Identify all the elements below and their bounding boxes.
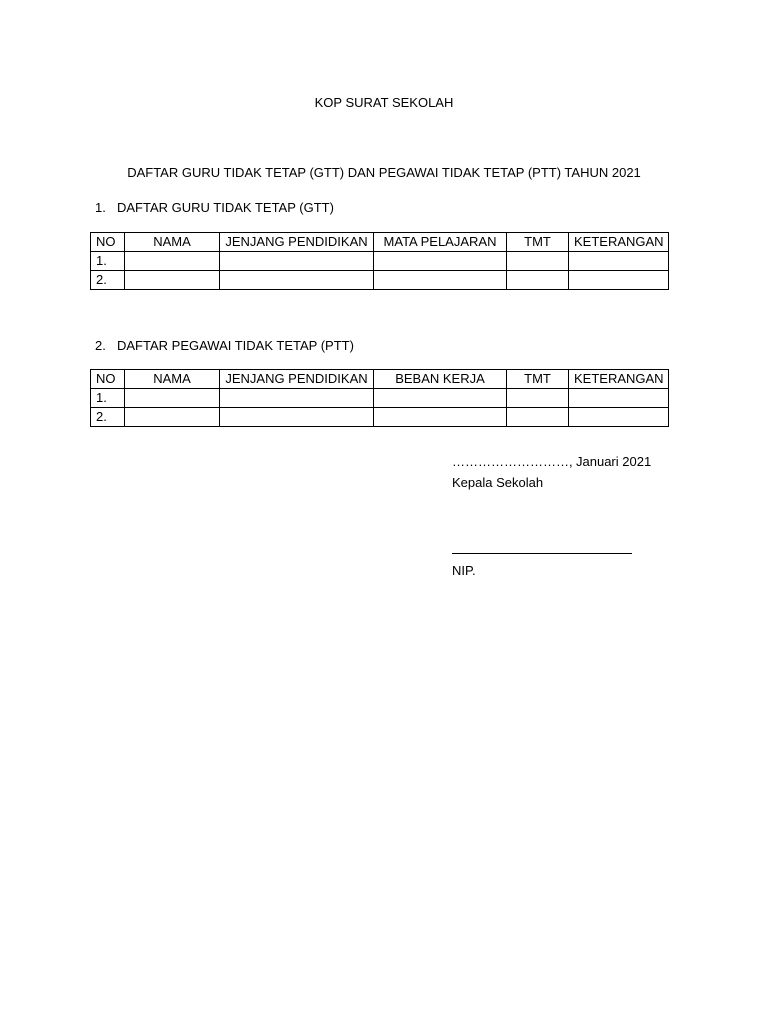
- column-header-nama: NAMA: [125, 233, 220, 252]
- cell-keterangan: [569, 252, 669, 271]
- table-row: [91, 389, 669, 408]
- cell-no: 2.: [91, 271, 125, 290]
- cell-mapel: [374, 271, 507, 290]
- column-header-keterangan: KETERANGAN: [569, 370, 669, 389]
- section1-title: DAFTAR GURU TIDAK TETAP (GTT): [117, 200, 334, 215]
- cell-beban: [374, 389, 507, 408]
- column-header-tmt: TMT: [507, 370, 569, 389]
- cell-tmt: [507, 389, 569, 408]
- cell-nama: [125, 389, 220, 408]
- cell-no: 1.: [91, 389, 125, 408]
- section2-title: DAFTAR PEGAWAI TIDAK TETAP (PTT): [117, 338, 354, 353]
- cell-keterangan: [569, 271, 669, 290]
- letterhead: KOP SURAT SEKOLAH: [314, 95, 454, 110]
- cell-tmt: [507, 408, 569, 427]
- signature-position: Kepala Sekolah: [452, 475, 544, 490]
- table-row: [91, 408, 669, 427]
- section2-heading: [95, 338, 354, 353]
- signature-line: [452, 553, 632, 554]
- document-title: DAFTAR GURU TIDAK TETAP (GTT) DAN PEGAWAI TIDAK TETAP (PTT) TAHUN 2021: [127, 165, 641, 180]
- cell-jenjang: [220, 271, 374, 290]
- table-header-row: [91, 370, 669, 389]
- column-header-no: NO: [91, 233, 125, 252]
- column-header-jenjang: JENJANG PENDIDIKAN: [220, 233, 374, 252]
- cell-jenjang: [220, 389, 374, 408]
- column-header-keterangan: KETERANGAN: [569, 233, 669, 252]
- cell-tmt: [507, 271, 569, 290]
- gtt-table: [90, 232, 669, 290]
- column-header-tmt: TMT: [507, 233, 569, 252]
- cell-keterangan: [569, 408, 669, 427]
- cell-no: 2.: [91, 408, 125, 427]
- column-header-no: NO: [91, 370, 125, 389]
- cell-jenjang: [220, 408, 374, 427]
- cell-beban: [374, 408, 507, 427]
- cell-no: 1.: [91, 252, 125, 271]
- signature-nip-label: NIP.: [452, 563, 476, 578]
- section1-heading: [95, 200, 334, 215]
- table-header-row: [91, 233, 669, 252]
- section2-number: 2.: [95, 338, 106, 353]
- signature-date: Januari 2021: [576, 454, 652, 469]
- cell-keterangan: [569, 389, 669, 408]
- column-header-nama: NAMA: [125, 370, 220, 389]
- column-header-mapel: MATA PELAJARAN: [374, 233, 507, 252]
- signature-place-placeholder: ………………………,: [452, 454, 573, 469]
- cell-tmt: [507, 252, 569, 271]
- table-row: [91, 271, 669, 290]
- section1-number: 1.: [95, 200, 106, 215]
- cell-jenjang: [220, 252, 374, 271]
- table-row: [91, 252, 669, 271]
- cell-nama: [125, 408, 220, 427]
- cell-nama: [125, 252, 220, 271]
- column-header-jenjang: JENJANG PENDIDIKAN: [220, 370, 374, 389]
- cell-mapel: [374, 252, 507, 271]
- ptt-table: [90, 369, 669, 427]
- cell-nama: [125, 271, 220, 290]
- column-header-beban: BEBAN KERJA: [374, 370, 507, 389]
